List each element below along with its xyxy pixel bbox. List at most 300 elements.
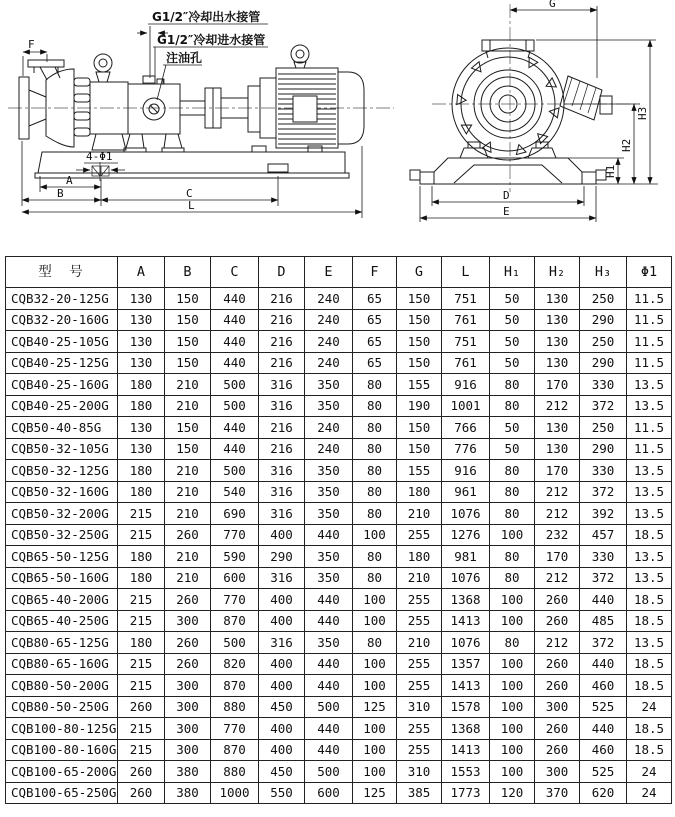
value-cell: 24 — [627, 761, 672, 783]
value-cell: 150 — [165, 417, 211, 439]
value-cell: 300 — [165, 675, 211, 697]
value-cell: 18.5 — [627, 610, 672, 632]
dim-label-a: A — [66, 174, 73, 187]
model-cell: CQB100-65-200G — [6, 761, 118, 783]
value-cell: 13.5 — [627, 503, 672, 525]
value-cell: 210 — [397, 567, 442, 589]
value-cell: 600 — [211, 567, 259, 589]
model-cell: CQB65-40-250G — [6, 610, 118, 632]
value-cell: 457 — [580, 524, 627, 546]
value-cell: 212 — [535, 481, 580, 503]
value-cell: 1578 — [442, 696, 490, 718]
value-cell: 11.5 — [627, 331, 672, 353]
technical-drawings — [0, 0, 675, 250]
table-row — [6, 503, 672, 525]
value-cell: 170 — [535, 460, 580, 482]
value-cell: 100 — [353, 589, 397, 611]
value-cell: 50 — [490, 417, 535, 439]
table-row — [6, 309, 672, 331]
value-cell: 11.5 — [627, 352, 672, 374]
value-cell: 500 — [305, 696, 353, 718]
model-cell: CQB50-32-200G — [6, 503, 118, 525]
value-cell: 215 — [118, 589, 165, 611]
value-cell: 870 — [211, 739, 259, 761]
value-cell: 1413 — [442, 610, 490, 632]
value-cell: 215 — [118, 739, 165, 761]
value-cell: 240 — [305, 417, 353, 439]
value-cell: 525 — [580, 761, 627, 783]
value-cell: 290 — [259, 546, 305, 568]
value-cell: 215 — [118, 718, 165, 740]
value-cell: 50 — [490, 331, 535, 353]
table-row — [6, 524, 672, 546]
value-cell: 870 — [211, 675, 259, 697]
value-cell: 80 — [490, 503, 535, 525]
column-header: B — [165, 257, 211, 288]
value-cell: 100 — [353, 610, 397, 632]
table-row — [6, 739, 672, 761]
column-header: F — [353, 257, 397, 288]
dim-label-h3: H3 — [636, 106, 649, 120]
model-cell: CQB100-65-250G — [6, 782, 118, 804]
value-cell: 240 — [305, 331, 353, 353]
value-cell: 100 — [490, 718, 535, 740]
model-cell: CQB40-25-105G — [6, 331, 118, 353]
value-cell: 776 — [442, 438, 490, 460]
value-cell: 13.5 — [627, 460, 672, 482]
value-cell: 316 — [259, 503, 305, 525]
value-cell: 210 — [165, 395, 211, 417]
value-cell: 65 — [353, 331, 397, 353]
value-cell: 440 — [305, 610, 353, 632]
model-cell: CQB80-50-200G — [6, 675, 118, 697]
value-cell: 180 — [397, 481, 442, 503]
value-cell: 761 — [442, 352, 490, 374]
value-cell: 260 — [535, 675, 580, 697]
model-cell: CQB50-32-125G — [6, 460, 118, 482]
value-cell: 80 — [490, 481, 535, 503]
value-cell: 1773 — [442, 782, 490, 804]
value-cell: 460 — [580, 739, 627, 761]
value-cell: 916 — [442, 460, 490, 482]
value-cell: 150 — [165, 309, 211, 331]
value-cell: 50 — [490, 288, 535, 310]
value-cell: 130 — [535, 352, 580, 374]
column-header: Φ1 — [627, 257, 672, 288]
value-cell: 1368 — [442, 718, 490, 740]
value-cell: 400 — [259, 653, 305, 675]
dim-label-b: B — [57, 187, 64, 200]
value-cell: 350 — [305, 481, 353, 503]
value-cell: 210 — [165, 460, 211, 482]
value-cell: 300 — [165, 610, 211, 632]
value-cell: 255 — [397, 610, 442, 632]
value-cell: 316 — [259, 374, 305, 396]
value-cell: 120 — [490, 782, 535, 804]
value-cell: 150 — [165, 438, 211, 460]
column-header: A — [118, 257, 165, 288]
value-cell: 13.5 — [627, 395, 672, 417]
table-row — [6, 481, 672, 503]
value-cell: 150 — [165, 288, 211, 310]
column-header: G — [397, 257, 442, 288]
table-row — [6, 761, 672, 783]
value-cell: 440 — [305, 524, 353, 546]
model-cell: CQB40-25-125G — [6, 352, 118, 374]
table-row — [6, 288, 672, 310]
value-cell: 180 — [397, 546, 442, 568]
value-cell: 100 — [490, 653, 535, 675]
dim-label-f: F — [28, 38, 35, 51]
value-cell: 150 — [397, 309, 442, 331]
value-cell: 80 — [353, 546, 397, 568]
table-row — [6, 546, 672, 568]
column-header: H₂ — [535, 257, 580, 288]
value-cell: 100 — [353, 718, 397, 740]
column-header: L — [442, 257, 490, 288]
value-cell: 125 — [353, 782, 397, 804]
value-cell: 130 — [535, 309, 580, 331]
value-cell: 80 — [353, 503, 397, 525]
value-cell: 232 — [535, 524, 580, 546]
callout-cooling-inlet: G1/2″冷却进水接管 — [157, 33, 266, 47]
value-cell: 80 — [353, 438, 397, 460]
value-cell: 11.5 — [627, 288, 672, 310]
value-cell: 250 — [580, 331, 627, 353]
value-cell: 316 — [259, 632, 305, 654]
value-cell: 1368 — [442, 589, 490, 611]
table-row — [6, 460, 672, 482]
value-cell: 370 — [535, 782, 580, 804]
value-cell: 215 — [118, 503, 165, 525]
value-cell: 180 — [118, 546, 165, 568]
value-cell: 500 — [211, 395, 259, 417]
value-cell: 13.5 — [627, 546, 672, 568]
value-cell: 125 — [353, 696, 397, 718]
model-cell: CQB50-32-105G — [6, 438, 118, 460]
value-cell: 440 — [305, 653, 353, 675]
value-cell: 80 — [353, 460, 397, 482]
value-cell: 210 — [165, 567, 211, 589]
value-cell: 250 — [580, 288, 627, 310]
dim-label-c: C — [186, 187, 193, 200]
value-cell: 80 — [353, 567, 397, 589]
value-cell: 150 — [165, 352, 211, 374]
value-cell: 80 — [490, 632, 535, 654]
model-cell: CQB40-25-200G — [6, 395, 118, 417]
value-cell: 18.5 — [627, 675, 672, 697]
table-row — [6, 675, 672, 697]
value-cell: 180 — [118, 481, 165, 503]
value-cell: 440 — [211, 331, 259, 353]
table-row — [6, 567, 672, 589]
value-cell: 13.5 — [627, 567, 672, 589]
dim-label-h2: H2 — [620, 138, 633, 152]
table-row — [6, 438, 672, 460]
value-cell: 372 — [580, 567, 627, 589]
value-cell: 400 — [259, 739, 305, 761]
value-cell: 100 — [490, 589, 535, 611]
value-cell: 300 — [535, 696, 580, 718]
value-cell: 372 — [580, 395, 627, 417]
value-cell: 150 — [397, 331, 442, 353]
value-cell: 316 — [259, 395, 305, 417]
value-cell: 761 — [442, 309, 490, 331]
value-cell: 80 — [490, 460, 535, 482]
table-row — [6, 395, 672, 417]
dim-label-e: E — [503, 205, 510, 218]
value-cell: 440 — [580, 718, 627, 740]
value-cell: 210 — [165, 503, 211, 525]
value-cell: 65 — [353, 352, 397, 374]
value-cell: 24 — [627, 696, 672, 718]
value-cell: 190 — [397, 395, 442, 417]
value-cell: 18.5 — [627, 589, 672, 611]
value-cell: 350 — [305, 632, 353, 654]
value-cell: 400 — [259, 675, 305, 697]
value-cell: 440 — [211, 309, 259, 331]
value-cell: 50 — [490, 309, 535, 331]
value-cell: 500 — [305, 761, 353, 783]
value-cell: 400 — [259, 610, 305, 632]
value-cell: 770 — [211, 589, 259, 611]
value-cell: 210 — [165, 546, 211, 568]
model-cell: CQB100-80-125G — [6, 718, 118, 740]
value-cell: 255 — [397, 524, 442, 546]
value-cell: 150 — [397, 417, 442, 439]
value-cell: 316 — [259, 481, 305, 503]
value-cell: 100 — [490, 675, 535, 697]
model-cell: CQB65-50-125G — [6, 546, 118, 568]
table-row — [6, 352, 672, 374]
value-cell: 1000 — [211, 782, 259, 804]
value-cell: 100 — [490, 739, 535, 761]
value-cell: 550 — [259, 782, 305, 804]
model-cell: CQB50-32-160G — [6, 481, 118, 503]
callout-anchor-holes: 4-Φ1 — [86, 150, 113, 163]
table-row — [6, 610, 672, 632]
value-cell: 766 — [442, 417, 490, 439]
value-cell: 100 — [353, 739, 397, 761]
value-cell: 372 — [580, 632, 627, 654]
value-cell: 380 — [165, 761, 211, 783]
value-cell: 400 — [259, 589, 305, 611]
value-cell: 130 — [535, 417, 580, 439]
value-cell: 1076 — [442, 503, 490, 525]
dim-label-l: L — [188, 199, 195, 212]
model-cell: CQB100-80-160G — [6, 739, 118, 761]
value-cell: 13.5 — [627, 632, 672, 654]
value-cell: 210 — [397, 503, 442, 525]
value-cell: 65 — [353, 309, 397, 331]
value-cell: 260 — [165, 653, 211, 675]
value-cell: 300 — [535, 761, 580, 783]
dim-label-h1: H1 — [604, 164, 617, 178]
value-cell: 100 — [490, 761, 535, 783]
value-cell: 392 — [580, 503, 627, 525]
value-cell: 215 — [118, 610, 165, 632]
value-cell: 260 — [118, 761, 165, 783]
model-cell: CQB80-65-125G — [6, 632, 118, 654]
value-cell: 80 — [353, 374, 397, 396]
dim-label-g: G — [549, 0, 556, 10]
value-cell: 880 — [211, 761, 259, 783]
value-cell: 130 — [118, 309, 165, 331]
callout-oil-hole: 注油孔 — [166, 51, 203, 65]
model-cell: CQB80-50-250G — [6, 696, 118, 718]
value-cell: 155 — [397, 460, 442, 482]
value-cell: 18.5 — [627, 653, 672, 675]
value-cell: 13.5 — [627, 374, 672, 396]
value-cell: 525 — [580, 696, 627, 718]
value-cell: 255 — [397, 675, 442, 697]
value-cell: 440 — [211, 438, 259, 460]
value-cell: 216 — [259, 417, 305, 439]
model-cell: CQB32-20-125G — [6, 288, 118, 310]
value-cell: 350 — [305, 460, 353, 482]
value-cell: 450 — [259, 696, 305, 718]
value-cell: 350 — [305, 374, 353, 396]
header-row — [6, 257, 672, 288]
value-cell: 216 — [259, 438, 305, 460]
value-cell: 820 — [211, 653, 259, 675]
model-cell: CQB50-32-250G — [6, 524, 118, 546]
value-cell: 100 — [490, 696, 535, 718]
value-cell: 212 — [535, 395, 580, 417]
value-cell: 310 — [397, 696, 442, 718]
model-cell: CQB40-25-160G — [6, 374, 118, 396]
value-cell: 400 — [259, 524, 305, 546]
value-cell: 450 — [259, 761, 305, 783]
value-cell: 290 — [580, 352, 627, 374]
table-row — [6, 374, 672, 396]
value-cell: 300 — [165, 696, 211, 718]
value-cell: 260 — [535, 739, 580, 761]
column-header: D — [259, 257, 305, 288]
table-row — [6, 782, 672, 804]
value-cell: 1076 — [442, 632, 490, 654]
table-row — [6, 331, 672, 353]
value-cell: 11.5 — [627, 417, 672, 439]
value-cell: 870 — [211, 610, 259, 632]
value-cell: 170 — [535, 374, 580, 396]
value-cell: 150 — [397, 352, 442, 374]
value-cell: 440 — [580, 653, 627, 675]
value-cell: 100 — [490, 610, 535, 632]
value-cell: 316 — [259, 567, 305, 589]
value-cell: 212 — [535, 632, 580, 654]
value-cell: 260 — [535, 653, 580, 675]
value-cell: 751 — [442, 331, 490, 353]
value-cell: 255 — [397, 739, 442, 761]
value-cell: 80 — [490, 546, 535, 568]
value-cell: 290 — [580, 309, 627, 331]
value-cell: 372 — [580, 481, 627, 503]
value-cell: 240 — [305, 288, 353, 310]
value-cell: 215 — [118, 524, 165, 546]
value-cell: 150 — [397, 438, 442, 460]
value-cell: 330 — [580, 546, 627, 568]
value-cell: 80 — [490, 395, 535, 417]
value-cell: 310 — [397, 761, 442, 783]
value-cell: 180 — [118, 460, 165, 482]
column-header: H₁ — [490, 257, 535, 288]
column-header-model: 型 号 — [6, 257, 118, 288]
value-cell: 300 — [165, 739, 211, 761]
table-row — [6, 653, 672, 675]
value-cell: 1076 — [442, 567, 490, 589]
column-header: C — [211, 257, 259, 288]
value-cell: 180 — [118, 374, 165, 396]
value-cell: 540 — [211, 481, 259, 503]
value-cell: 260 — [535, 589, 580, 611]
pump-end-view-drawing — [400, 0, 675, 250]
value-cell: 440 — [211, 352, 259, 374]
value-cell: 240 — [305, 438, 353, 460]
value-cell: 210 — [397, 632, 442, 654]
pump-side-view-drawing — [0, 0, 400, 250]
value-cell: 590 — [211, 546, 259, 568]
value-cell: 180 — [118, 395, 165, 417]
value-cell: 80 — [490, 567, 535, 589]
value-cell: 500 — [211, 374, 259, 396]
value-cell: 13.5 — [627, 481, 672, 503]
value-cell: 100 — [353, 675, 397, 697]
value-cell: 100 — [353, 524, 397, 546]
value-cell: 500 — [211, 632, 259, 654]
value-cell: 150 — [165, 331, 211, 353]
value-cell: 100 — [353, 653, 397, 675]
value-cell: 260 — [535, 718, 580, 740]
value-cell: 460 — [580, 675, 627, 697]
value-cell: 300 — [165, 718, 211, 740]
value-cell: 215 — [118, 675, 165, 697]
value-cell: 170 — [535, 546, 580, 568]
value-cell: 440 — [305, 718, 353, 740]
value-cell: 130 — [535, 288, 580, 310]
value-cell: 18.5 — [627, 718, 672, 740]
value-cell: 385 — [397, 782, 442, 804]
value-cell: 11.5 — [627, 309, 672, 331]
value-cell: 212 — [535, 503, 580, 525]
value-cell: 100 — [353, 761, 397, 783]
table-row — [6, 589, 672, 611]
value-cell: 24 — [627, 782, 672, 804]
value-cell: 240 — [305, 309, 353, 331]
value-cell: 751 — [442, 288, 490, 310]
value-cell: 1413 — [442, 739, 490, 761]
value-cell: 50 — [490, 438, 535, 460]
value-cell: 440 — [305, 589, 353, 611]
value-cell: 440 — [305, 675, 353, 697]
value-cell: 350 — [305, 546, 353, 568]
callout-cooling-outlet: G1/2″冷却出水接管 — [152, 10, 261, 24]
value-cell: 255 — [397, 589, 442, 611]
value-cell: 80 — [353, 481, 397, 503]
value-cell: 770 — [211, 718, 259, 740]
value-cell: 316 — [259, 460, 305, 482]
value-cell: 400 — [259, 718, 305, 740]
value-cell: 690 — [211, 503, 259, 525]
value-cell: 916 — [442, 374, 490, 396]
value-cell: 65 — [353, 288, 397, 310]
model-cell: CQB80-65-160G — [6, 653, 118, 675]
value-cell: 50 — [490, 352, 535, 374]
value-cell: 961 — [442, 481, 490, 503]
value-cell: 255 — [397, 653, 442, 675]
model-cell: CQB65-50-160G — [6, 567, 118, 589]
value-cell: 130 — [118, 331, 165, 353]
